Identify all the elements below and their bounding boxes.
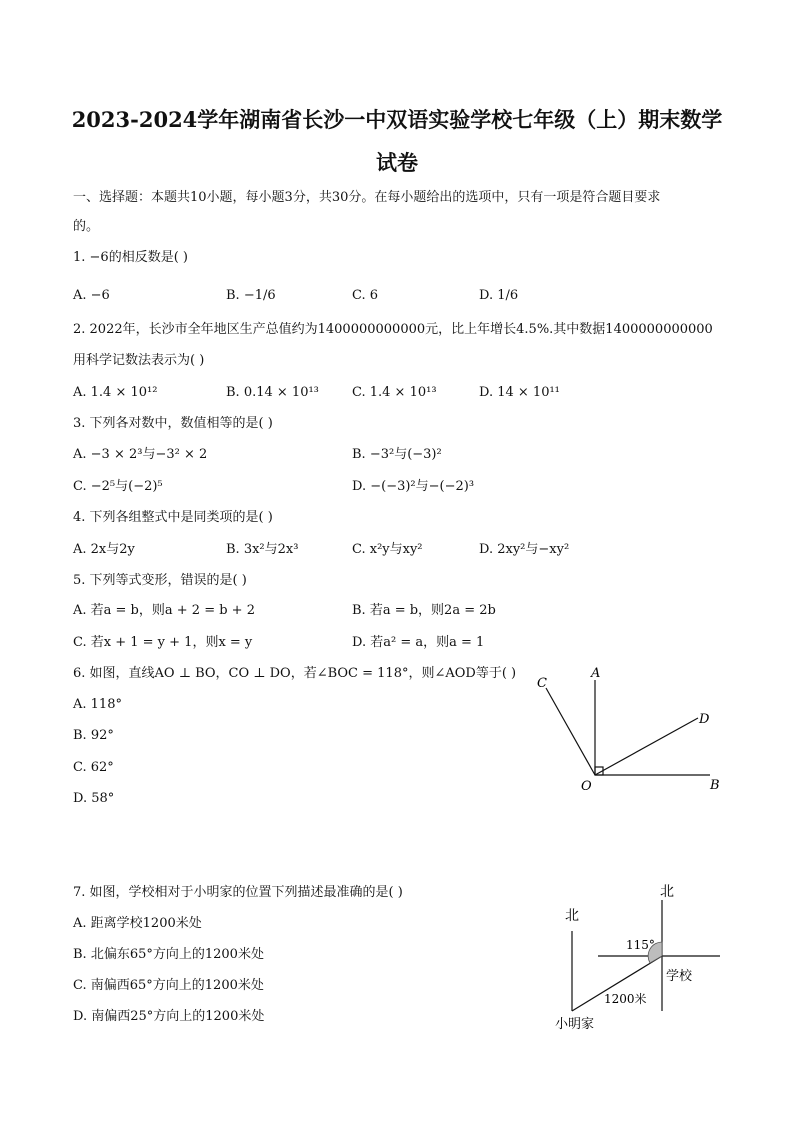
q7-option-c: C. 南偏西65°方向上的1200米处 [73,978,264,993]
distance-label: 1200米 [604,992,647,1006]
school-label: 学校 [666,969,693,984]
q3-option-c: C. −2⁵与(−2)⁵ [73,479,163,494]
q3-option-a: A. −3 × 2³与−3² × 2 [73,447,208,462]
section-instructions: 一、选择题：本题共10小题，每小题3分，共30分。在每小题给出的选项中，只有一项是符合题目要求 [73,190,661,205]
label-c: C [537,676,547,691]
section-instructions-cont: 的。 [73,219,100,234]
q3-stem: 3. 下列各对数中，数值相等的是( ) [73,416,273,431]
q2-stem-line1: 2. 2022年，长沙市全年地区生产总值约为1400000000000元，比上年增长4.5%.其中数据1400000000000 [73,322,713,337]
q2-stem-line2: 用科学记数法表示为( ) [73,353,205,368]
q1-option-a: A. −6 [73,288,110,303]
q2-option-c: C. 1.4 × 10¹³ [352,385,437,400]
q2-option-b: B. 0.14 × 10¹³ [226,385,319,400]
q4-option-b: B. 3x²与2x³ [226,542,299,557]
q1-option-d: D. 1/6 [479,288,519,303]
q1-option-b: B. −1/6 [226,288,276,303]
ray-od [595,718,698,775]
q6-option-a: A. 118° [73,697,122,712]
angle-label: 115° [626,938,655,952]
q7-option-a: A. 距离学校1200米处 [73,916,202,931]
exam-title-line2: 试卷 [376,150,418,175]
q5-option-c: C. 若x + 1 = y + 1，则x = y [73,635,253,650]
q6-option-d: D. 58° [73,791,115,806]
label-d: D [699,712,710,727]
label-o: O [581,779,592,794]
label-b: B [710,778,720,793]
q6-stem: 6. 如图，直线AO ⊥ BO，CO ⊥ DO，若∠BOC = 118°，则∠AOD等于( ) [73,666,517,681]
exam-title-line1: 2023-2024学年湖南省长沙一中双语实验学校七年级（上）期末数学 [71,107,723,132]
q5-option-a: A. 若a = b，则a + 2 = b + 2 [73,603,255,618]
q1-option-c: C. 6 [352,288,379,303]
label-a: A [591,666,601,681]
north-label-left: 北 [565,908,579,924]
q4-option-a: A. 2x与2y [73,542,135,557]
q7-direction-figure [540,876,730,1036]
q5-stem: 5. 下列等式变形，错误的是( ) [73,573,247,588]
q7-stem: 7. 如图，学校相对于小明家的位置下列描述最准确的是( ) [73,885,403,900]
ray-oc [546,688,595,775]
q2-option-a: A. 1.4 × 10¹² [73,385,158,400]
q2-option-d: D. 14 × 10¹¹ [479,385,560,400]
q4-option-d: D. 2xy²与−xy² [479,542,570,557]
q7-option-b: B. 北偏东65°方向上的1200米处 [73,947,264,962]
q3-option-d: D. −(−3)²与−(−2)³ [352,479,475,494]
q6-angle-figure [520,660,740,800]
q1-stem: 1. −6的相反数是( ) [73,250,188,265]
q3-option-b: B. −3²与(−3)² [352,447,442,462]
north-label-right: 北 [660,884,674,900]
q5-option-b: B. 若a = b，则2a = 2b [352,603,496,618]
q5-option-d: D. 若a² = a，则a = 1 [352,635,485,650]
q4-stem: 4. 下列各组整式中是同类项的是( ) [73,510,273,525]
q7-option-d: D. 南偏西25°方向上的1200米处 [73,1009,265,1024]
q6-option-b: B. 92° [73,728,114,743]
q6-option-c: C. 62° [73,760,114,775]
home-label: 小明家 [555,1017,595,1032]
q4-option-c: C. x²y与xy² [352,542,423,557]
